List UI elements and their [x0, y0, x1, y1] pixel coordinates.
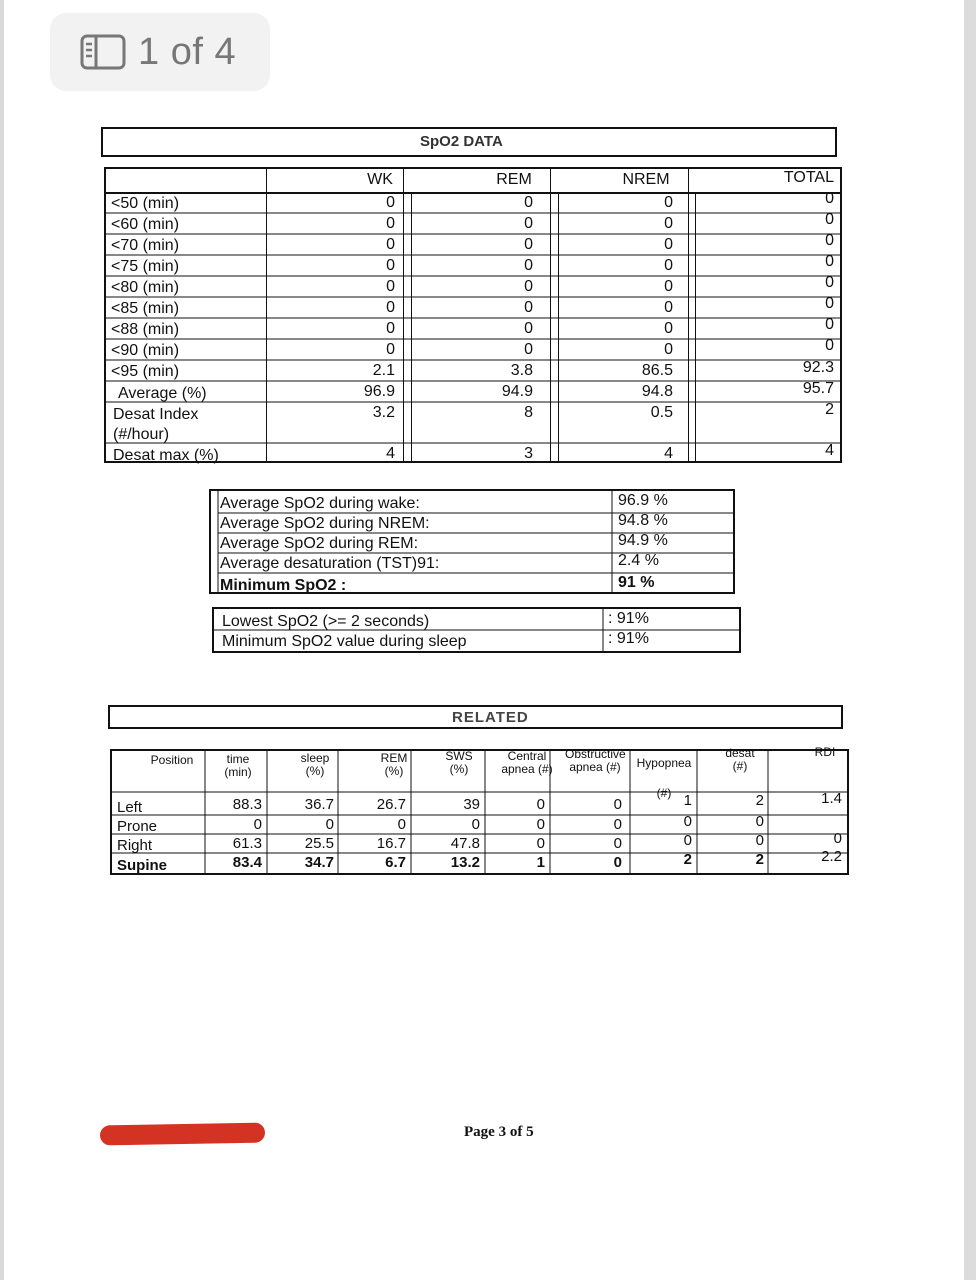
avg-label: Minimum SpO2 : — [220, 577, 347, 594]
cell-nrem: 0 — [664, 278, 673, 295]
pos-header: Obstructive apnea (#) — [565, 747, 626, 774]
cell-total: 0 — [825, 316, 834, 333]
pos-cell: 36.7 — [304, 796, 334, 813]
pos-cell: 2 — [755, 792, 764, 809]
pos-header: Hypopnea (#) — [636, 756, 692, 800]
cell-total: 0 — [825, 232, 834, 249]
col-header-nrem: NREM — [622, 171, 670, 188]
avg-label: Average SpO2 during wake: — [220, 495, 420, 512]
lowest-value: : 91% — [608, 610, 649, 627]
cell-rem: 0 — [524, 236, 533, 253]
pos-cell: 26.7 — [376, 796, 406, 813]
cell-rem: 3 — [524, 445, 533, 462]
pos-cell: 0 — [613, 816, 622, 833]
row-label: <80 (min) — [111, 279, 180, 296]
cell-rem: 0 — [524, 320, 533, 337]
pos-cell: 0 — [397, 816, 406, 833]
cell-rem: 8 — [524, 404, 533, 421]
avg-value: 96.9 % — [618, 492, 668, 509]
pos-cell: 0 — [536, 816, 545, 833]
cell-nrem: 0 — [664, 215, 673, 232]
pos-cell: 0 — [755, 813, 764, 830]
pos-cell: Left — [117, 799, 143, 816]
pos-cell: 2 — [683, 851, 692, 868]
pos-cell: 0 — [253, 816, 262, 833]
lowest-value: : 91% — [608, 630, 649, 647]
pos-cell: 0 — [683, 832, 692, 849]
page-footer: Page 3 of 5 — [464, 1124, 534, 1140]
cell-wk: 2.1 — [372, 362, 395, 379]
pos-header: RDI — [814, 745, 836, 759]
pos-cell: Supine — [117, 857, 168, 874]
pos-cell: 0 — [833, 830, 842, 847]
cell-nrem: 0 — [664, 194, 673, 211]
pos-cell: 0 — [613, 835, 622, 852]
pos-cell: 39 — [463, 796, 480, 813]
lowest-label: Lowest SpO2 (>= 2 seconds) — [222, 613, 430, 630]
pos-header: Central apnea (#) — [501, 749, 553, 776]
cell-rem: 3.8 — [510, 362, 533, 379]
pos-cell: 2.2 — [821, 848, 842, 865]
pos-cell: 47.8 — [450, 835, 480, 852]
lowest-label: Minimum SpO2 value during sleep — [222, 633, 467, 650]
pos-header: time (min) — [224, 752, 252, 779]
pos-cell: 0 — [325, 816, 334, 833]
row-label: <60 (min) — [111, 216, 180, 233]
cell-wk: 0 — [386, 299, 395, 316]
pos-header: REM (%) — [380, 751, 408, 778]
row-label: Desat max (%) — [113, 447, 219, 464]
cell-nrem: 0 — [664, 320, 673, 337]
pos-cell: 1 — [683, 792, 692, 809]
pos-cell: 0 — [536, 796, 545, 813]
cell-nrem: 86.5 — [641, 362, 673, 379]
pos-cell: 0 — [683, 813, 692, 830]
cell-nrem: 0 — [664, 299, 673, 316]
row-label: <85 (min) — [111, 300, 180, 317]
cell-nrem: 0.5 — [650, 404, 673, 421]
row-label: <90 (min) — [111, 342, 180, 359]
pos-cell: 83.4 — [232, 854, 262, 871]
row-label: <50 (min) — [111, 195, 180, 212]
avg-value: 94.9 % — [618, 532, 668, 549]
pos-cell: 0 — [613, 854, 622, 871]
row-label: <88 (min) — [111, 321, 180, 338]
cell-rem: 0 — [524, 194, 533, 211]
pos-cell: Right — [117, 837, 153, 854]
pos-header: sleep (%) — [300, 751, 330, 778]
pos-cell: 0 — [613, 796, 622, 813]
avg-value: 91 % — [618, 574, 655, 591]
cell-total: 0 — [825, 211, 834, 228]
cell-total: 0 — [825, 190, 834, 207]
cell-wk: 3.2 — [372, 404, 395, 421]
cell-rem: 0 — [524, 257, 533, 274]
pos-cell: 88.3 — [232, 796, 262, 813]
cell-total: 0 — [825, 337, 834, 354]
pos-cell: 25.5 — [304, 835, 334, 852]
pos-cell: 34.7 — [304, 854, 334, 871]
pos-cell: 13.2 — [450, 854, 480, 871]
pos-cell: Prone — [117, 818, 158, 835]
row-label: Desat Index — [113, 406, 199, 423]
pos-header: desat (#) — [725, 746, 755, 773]
cell-rem: 0 — [524, 215, 533, 232]
cell-total: 92.3 — [802, 359, 834, 376]
pos-cell: 6.7 — [385, 854, 406, 871]
avg-label: Average SpO2 during REM: — [220, 535, 419, 552]
cell-wk: 0 — [386, 194, 395, 211]
cell-total: 95.7 — [802, 380, 834, 397]
cell-nrem: 4 — [664, 445, 673, 462]
cell-wk: 0 — [386, 215, 395, 232]
avg-value: 94.8 % — [618, 512, 668, 529]
cell-total: 2 — [825, 401, 834, 418]
pos-cell: 16.7 — [376, 835, 406, 852]
pos-cell: 1 — [536, 854, 545, 871]
cell-wk: 4 — [386, 445, 395, 462]
cell-rem: 0 — [524, 278, 533, 295]
cell-nrem: 94.8 — [641, 383, 673, 400]
cell-wk: 0 — [386, 320, 395, 337]
col-header-total: TOTAL — [783, 169, 834, 186]
cell-wk: 0 — [386, 236, 395, 253]
pos-cell: 0 — [471, 816, 480, 833]
pos-cell: 2 — [755, 851, 764, 868]
col-header-rem: REM — [496, 171, 532, 188]
avg-label: Average desaturation (TST)91: — [220, 555, 440, 572]
cell-nrem: 0 — [664, 236, 673, 253]
row-label: Average (%) — [118, 385, 207, 402]
pos-cell: 1.4 — [821, 790, 842, 807]
cell-total: 0 — [825, 274, 834, 291]
page-indicator-text: 1 of 4 — [138, 30, 237, 73]
cell-rem: 0 — [524, 299, 533, 316]
cell-total: 0 — [825, 295, 834, 312]
position-title: RELATED — [452, 709, 529, 726]
col-header-wk: WK — [367, 171, 393, 188]
cell-rem: 0 — [524, 341, 533, 358]
pos-cell: 0 — [536, 835, 545, 852]
cell-total: 4 — [825, 442, 834, 459]
row-label: <95 (min) — [111, 363, 180, 380]
redaction-mark — [100, 1123, 265, 1146]
pos-cell: 0 — [755, 832, 764, 849]
cell-total: 0 — [825, 253, 834, 270]
row-label: <75 (min) — [111, 258, 180, 275]
avg-label: Average SpO2 during NREM: — [220, 515, 430, 532]
cell-nrem: 0 — [664, 257, 673, 274]
avg-value: 2.4 % — [618, 552, 659, 569]
spo2-title: SpO2 DATA — [420, 133, 503, 150]
row-label: (#/hour) — [113, 426, 170, 443]
cell-nrem: 0 — [664, 341, 673, 358]
pos-cell: 61.3 — [232, 835, 262, 852]
cell-wk: 0 — [386, 341, 395, 358]
cell-wk: 0 — [386, 257, 395, 274]
pos-header: Position — [150, 753, 194, 767]
cell-wk: 0 — [386, 278, 395, 295]
pos-header: SWS (%) — [445, 749, 473, 776]
row-label: <70 (min) — [111, 237, 180, 254]
cell-rem: 94.9 — [501, 383, 533, 400]
cell-wk: 96.9 — [363, 383, 395, 400]
